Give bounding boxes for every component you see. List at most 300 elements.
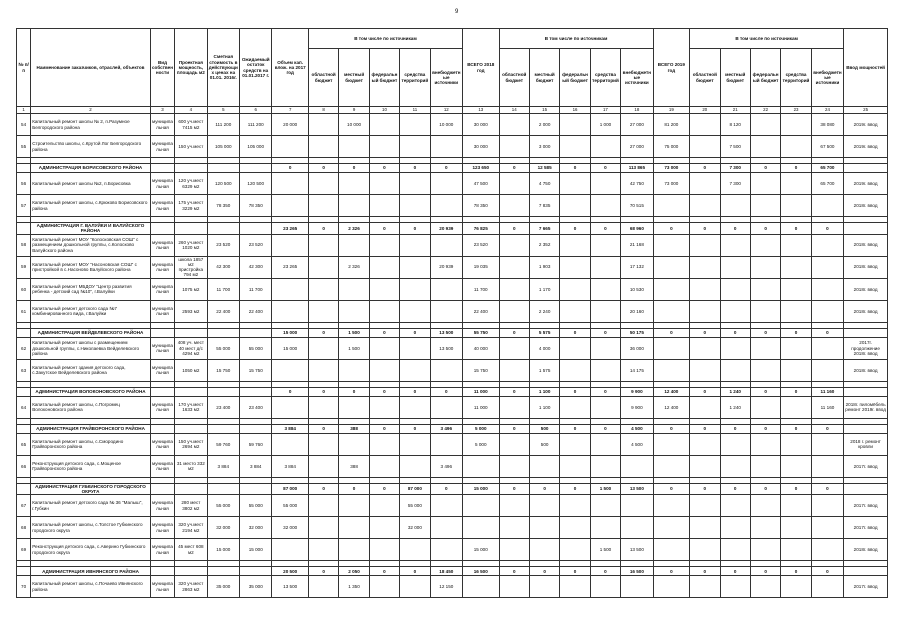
cell-value: 81 200 xyxy=(653,114,689,136)
cell-value xyxy=(811,433,843,455)
cell-value: 0 xyxy=(369,223,399,235)
cell-value xyxy=(272,195,308,217)
cell-value xyxy=(499,337,529,359)
cell-value xyxy=(430,433,462,455)
page-number: 9 xyxy=(455,9,459,15)
cell-value xyxy=(590,359,620,381)
cell-value xyxy=(272,136,308,158)
cell-value: 0 xyxy=(308,328,338,337)
cell-value: 23 265 xyxy=(272,223,308,235)
cell-value: 1 000 xyxy=(590,114,620,136)
cell-value: 408 уч. мест 40 мест д/с 4294 м2 xyxy=(175,337,207,359)
cell-value xyxy=(400,195,430,217)
cell-value: 1 170 xyxy=(529,278,559,300)
cell-value xyxy=(369,195,399,217)
cell-value xyxy=(430,495,462,517)
header-sources-2017: В том числе по источникам xyxy=(308,29,462,49)
header-src-local: местный бюджет xyxy=(529,49,559,107)
cell-value xyxy=(590,455,620,477)
cell-value xyxy=(529,517,559,539)
cell-value xyxy=(150,164,174,173)
cell-value xyxy=(499,359,529,381)
cell-value: 0 xyxy=(560,387,590,396)
cell-value xyxy=(499,495,529,517)
cell-value xyxy=(400,455,430,477)
cell-value: 3 496 xyxy=(430,455,462,477)
cell-value: 23 520 xyxy=(463,234,499,256)
cell-value xyxy=(308,234,338,256)
cell-value xyxy=(272,396,308,418)
cell-value: 10 000 xyxy=(430,114,462,136)
cell-value xyxy=(308,517,338,539)
cell-value: 0 xyxy=(308,483,338,495)
cell-value: 69 xyxy=(17,539,31,561)
cell-value: 0 xyxy=(653,223,689,235)
cell-value: 15 750 xyxy=(207,359,239,381)
cell-value: 0 xyxy=(272,164,308,173)
cell-value: 2017г. ввод xyxy=(844,455,888,477)
cell-value xyxy=(240,223,272,235)
cell-value xyxy=(653,337,689,359)
object-name: Капитальный ремонт школы с размещением дошкольной группы, с.Николаевка Вейделевского района xyxy=(31,337,151,359)
cell-value xyxy=(207,424,239,433)
cell-value xyxy=(240,567,272,576)
cell-value xyxy=(308,256,338,278)
cell-value xyxy=(308,136,338,158)
cell-value xyxy=(811,234,843,256)
cell-value: 4 000 xyxy=(529,337,559,359)
table-body xyxy=(17,107,888,598)
cell-value: 18 450 xyxy=(430,567,462,576)
cell-value: 11 000 xyxy=(463,396,499,418)
cell-value: 4 750 xyxy=(529,173,559,195)
cell-value: 0 xyxy=(811,483,843,495)
column-number: 4 xyxy=(175,107,207,114)
cell-value: 1 240 xyxy=(720,387,750,396)
cell-value: 11 000 xyxy=(463,387,499,396)
cell-value: 62 xyxy=(17,337,31,359)
cell-value: 2018г. ввод xyxy=(844,539,888,561)
column-number: 18 xyxy=(621,107,653,114)
cell-value xyxy=(560,455,590,477)
table-row xyxy=(17,539,888,561)
cell-value: 22 400 xyxy=(240,300,272,322)
cell-value xyxy=(844,328,888,337)
cell-value xyxy=(781,278,811,300)
cell-value: 23 400 xyxy=(207,396,239,418)
cell-value: муниципальная xyxy=(150,234,174,256)
header-src-federal: федеральный бюджет xyxy=(750,49,780,107)
cell-value xyxy=(339,173,369,195)
header-src-federal: федеральный бюджет xyxy=(560,49,590,107)
cell-value: 78 350 xyxy=(207,195,239,217)
cell-value: 54 xyxy=(17,114,31,136)
section-name: АДМИНИСТРАЦИЯ ИВНЯНСКОГО РАЙОНА xyxy=(31,567,151,576)
cell-value: 123 650 xyxy=(463,164,499,173)
cell-value: 59 xyxy=(17,256,31,278)
cell-value: 0 xyxy=(430,387,462,396)
cell-value: 5 000 xyxy=(463,433,499,455)
cell-value xyxy=(781,114,811,136)
cell-value: 15 000 xyxy=(463,539,499,561)
cell-value: 15 000 xyxy=(272,328,308,337)
cell-value xyxy=(499,136,529,158)
cell-value: 55 000 xyxy=(240,337,272,359)
cell-value xyxy=(690,359,720,381)
cell-value: 36 000 xyxy=(621,337,653,359)
cell-value xyxy=(400,359,430,381)
cell-value: 32 000 xyxy=(272,517,308,539)
cell-value xyxy=(560,136,590,158)
cell-value xyxy=(308,455,338,477)
cell-value: 78 350 xyxy=(240,195,272,217)
cell-value xyxy=(781,433,811,455)
cell-value xyxy=(750,359,780,381)
cell-value: 0 xyxy=(720,424,750,433)
column-number: 25 xyxy=(844,107,888,114)
cell-value: 65 700 xyxy=(811,164,843,173)
cell-value: 0 xyxy=(499,387,529,396)
cell-value xyxy=(653,517,689,539)
cell-value xyxy=(690,455,720,477)
cell-value: 10 530 xyxy=(621,278,653,300)
cell-value: 9 900 xyxy=(621,396,653,418)
cell-value: 19 035 xyxy=(463,256,499,278)
cell-value xyxy=(590,396,620,418)
cell-value xyxy=(781,136,811,158)
header-src-local: местный бюджет xyxy=(720,49,750,107)
cell-value xyxy=(781,495,811,517)
cell-value: 0 xyxy=(369,328,399,337)
object-name: Капитальный ремонт школы, с.Толстое Губкинского городского округа xyxy=(31,517,151,539)
cell-value: 7 500 xyxy=(720,136,750,158)
cell-value xyxy=(750,337,780,359)
object-name: Капитальный ремонт МБДОУ "Центр развития ребенка - детский сад №10", г.Валуйки xyxy=(31,278,151,300)
cell-value xyxy=(750,256,780,278)
cell-value xyxy=(499,576,529,598)
object-name: Реконструкция детского сада, с.Аверино Губкинского городского округа xyxy=(31,539,151,561)
object-name: Капитальный ремонт здания детского сада, с.Закутское Вейделевского района xyxy=(31,359,151,381)
cell-value xyxy=(272,300,308,322)
cell-value: муниципальная xyxy=(150,195,174,217)
cell-value xyxy=(781,195,811,217)
cell-value xyxy=(369,173,399,195)
cell-value xyxy=(150,424,174,433)
cell-value xyxy=(339,359,369,381)
cell-value xyxy=(369,256,399,278)
cell-value xyxy=(811,337,843,359)
cell-value xyxy=(590,256,620,278)
object-name: Капитальный ремонт МОУ "Насоновская СОШ" с пристройкой в с.Насоново Валуйского района xyxy=(31,256,151,278)
cell-value xyxy=(150,567,174,576)
cell-value xyxy=(653,234,689,256)
cell-value: 0 xyxy=(781,387,811,396)
cell-value: 66 xyxy=(17,455,31,477)
cell-value: 2018г. пиломёбель ремонт 2019г. ввод xyxy=(844,396,888,418)
cell-value xyxy=(499,433,529,455)
cell-value: 0 xyxy=(308,223,338,235)
cell-value xyxy=(207,164,239,173)
cell-value: 0 xyxy=(690,483,720,495)
cell-value xyxy=(339,539,369,561)
cell-value xyxy=(240,164,272,173)
cell-value xyxy=(781,396,811,418)
object-name: Капитальный ремонт детского сада №7 комбинированного вида, г.Валуйки xyxy=(31,300,151,322)
header-src-local: местный бюджет xyxy=(339,49,369,107)
cell-value: 30 000 xyxy=(463,114,499,136)
cell-value: 2 050 xyxy=(339,567,369,576)
cell-value xyxy=(781,455,811,477)
column-number: 14 xyxy=(499,107,529,114)
cell-value: 0 xyxy=(369,387,399,396)
cell-value xyxy=(781,517,811,539)
cell-value xyxy=(308,278,338,300)
cell-value: 150 уч.мест xyxy=(175,136,207,158)
cell-value xyxy=(750,396,780,418)
cell-value xyxy=(207,483,239,495)
cell-value xyxy=(529,539,559,561)
cell-value xyxy=(690,136,720,158)
object-name: Реконструкция детского сада, с.Мощеное Грайворонского района xyxy=(31,455,151,477)
cell-value xyxy=(750,173,780,195)
column-number: 23 xyxy=(781,107,811,114)
cell-value xyxy=(529,455,559,477)
cell-value: 35 000 xyxy=(240,576,272,598)
cell-value: 40 000 xyxy=(463,337,499,359)
header-commissioning: Ввод мощностей xyxy=(844,29,888,107)
cell-value: 280 мест 3802 м2 xyxy=(175,495,207,517)
cell-value xyxy=(720,495,750,517)
cell-value xyxy=(175,483,207,495)
cell-value: 0 xyxy=(781,223,811,235)
cell-value xyxy=(690,114,720,136)
cell-value: 0 xyxy=(781,164,811,173)
cell-value xyxy=(653,433,689,455)
table-row xyxy=(17,495,888,517)
cell-value: 0 xyxy=(369,483,399,495)
cell-value: муниципальная xyxy=(150,256,174,278)
cell-value xyxy=(430,234,462,256)
cell-value: 2593 м2 xyxy=(175,300,207,322)
cell-value xyxy=(369,136,399,158)
cell-value: 87 000 xyxy=(272,483,308,495)
cell-value xyxy=(499,278,529,300)
cell-value xyxy=(308,433,338,455)
cell-value: 23 265 xyxy=(272,256,308,278)
object-name: Капитальный ремонт школы, с.Крюково Борисовского района xyxy=(31,195,151,217)
cell-value xyxy=(560,576,590,598)
object-name: Капитальный ремонт детского сада № 36 "Малыш", г.Губкин xyxy=(31,495,151,517)
cell-value: муниципальная xyxy=(150,278,174,300)
cell-value xyxy=(690,517,720,539)
section-name: АДМИНИСТРАЦИЯ Г. ВАЛУЙКИ И ВАЛУЙСКОГО РАЙОНА xyxy=(31,223,151,235)
header-volume-2017: Объем кап. влож. на 2017 год xyxy=(272,29,308,107)
cell-value: 2 000 xyxy=(529,114,559,136)
cell-value xyxy=(400,300,430,322)
cell-value: 42 750 xyxy=(621,173,653,195)
cell-value xyxy=(811,256,843,278)
cell-value xyxy=(207,328,239,337)
cell-value: 0 xyxy=(339,387,369,396)
cell-value: 0 xyxy=(308,387,338,396)
cell-value xyxy=(17,483,31,495)
cell-value xyxy=(499,256,529,278)
cell-value xyxy=(308,114,338,136)
cell-value: 0 xyxy=(560,223,590,235)
cell-value xyxy=(369,234,399,256)
column-number: 1 xyxy=(17,107,31,114)
cell-value: 150 уч.мест 2694 м2 xyxy=(175,433,207,455)
cell-value: 105 000 xyxy=(207,136,239,158)
table-row xyxy=(17,195,888,217)
cell-value xyxy=(590,433,620,455)
cell-value: 0 xyxy=(308,567,338,576)
cell-value xyxy=(750,433,780,455)
cell-value xyxy=(811,278,843,300)
cell-value: 12 400 xyxy=(653,387,689,396)
cell-value: 11 700 xyxy=(463,278,499,300)
object-name: Капитальный ремонт школы, с.Почаево Ивнянского района xyxy=(31,576,151,598)
cell-value: 5 575 xyxy=(529,328,559,337)
cell-value: 0 xyxy=(430,164,462,173)
cell-value xyxy=(308,576,338,598)
cell-value xyxy=(750,576,780,598)
cell-value xyxy=(781,359,811,381)
cell-value xyxy=(844,387,888,396)
cell-value: 1 500 xyxy=(590,539,620,561)
cell-value: 1075 м2 xyxy=(175,278,207,300)
cell-value xyxy=(811,576,843,598)
column-number: 11 xyxy=(400,107,430,114)
cell-value: 27 000 xyxy=(621,136,653,158)
cell-value: 2018г. ввод xyxy=(844,300,888,322)
cell-value xyxy=(844,483,888,495)
cell-value: 0 xyxy=(720,328,750,337)
cell-value: 0 xyxy=(750,328,780,337)
object-name: Строительство школы, с.Крутой Лог Белгородского района xyxy=(31,136,151,158)
cell-value xyxy=(560,234,590,256)
column-number: 7 xyxy=(272,107,308,114)
cell-value xyxy=(590,173,620,195)
section-row xyxy=(17,387,888,396)
cell-value xyxy=(750,114,780,136)
cell-value: 0 xyxy=(781,328,811,337)
cell-value xyxy=(590,495,620,517)
cell-value: 3 884 xyxy=(272,455,308,477)
cell-value xyxy=(369,337,399,359)
cell-value: 20 500 xyxy=(272,567,308,576)
cell-value: 0 xyxy=(590,424,620,433)
cell-value xyxy=(690,173,720,195)
cell-value xyxy=(590,195,620,217)
cell-value xyxy=(690,576,720,598)
cell-value xyxy=(308,539,338,561)
cell-value xyxy=(400,256,430,278)
cell-value: 175 уч.мест 3229 м2 xyxy=(175,195,207,217)
cell-value: 2017г. ввод xyxy=(844,495,888,517)
cell-value: 0 xyxy=(560,164,590,173)
column-number: 2 xyxy=(31,107,151,114)
table-row xyxy=(17,359,888,381)
cell-value: 13 500 xyxy=(621,539,653,561)
cell-value: 55 000 xyxy=(240,495,272,517)
cell-value: 0 xyxy=(811,328,843,337)
cell-value xyxy=(781,539,811,561)
cell-value: 56 xyxy=(17,173,31,195)
cell-value xyxy=(811,517,843,539)
cell-value xyxy=(272,359,308,381)
cell-value xyxy=(207,223,239,235)
cell-value: 0 xyxy=(811,567,843,576)
cell-value xyxy=(720,539,750,561)
cell-value xyxy=(560,359,590,381)
cell-value: 111 200 xyxy=(207,114,239,136)
investment-table xyxy=(16,28,888,598)
cell-value: 111 200 xyxy=(240,114,272,136)
cell-value: 57 xyxy=(17,195,31,217)
cell-value: 0 xyxy=(750,164,780,173)
cell-value xyxy=(653,455,689,477)
cell-value xyxy=(499,114,529,136)
cell-value xyxy=(499,300,529,322)
cell-value: 13 500 xyxy=(621,483,653,495)
cell-value xyxy=(653,495,689,517)
cell-value: 0 xyxy=(560,567,590,576)
cell-value xyxy=(560,396,590,418)
cell-value: 32 000 xyxy=(240,517,272,539)
cell-value: 68 xyxy=(17,517,31,539)
cell-value: 2 240 xyxy=(529,300,559,322)
cell-value xyxy=(529,495,559,517)
cell-value xyxy=(560,495,590,517)
cell-value: 35 000 xyxy=(207,576,239,598)
cell-value: 17 132 xyxy=(621,256,653,278)
cell-value xyxy=(430,173,462,195)
cell-value: 0 xyxy=(720,483,750,495)
header-total-2018: ВСЕГО 2018 год xyxy=(463,29,499,107)
cell-value xyxy=(17,567,31,576)
cell-value: 0 xyxy=(750,387,780,396)
cell-value: 0 xyxy=(339,164,369,173)
object-name: Капитальный ремонт школы, с.Смородино Грайворонского района xyxy=(31,433,151,455)
cell-value xyxy=(750,136,780,158)
cell-value: 388 xyxy=(339,424,369,433)
cell-value: 2017г. ввод xyxy=(844,517,888,539)
cell-value xyxy=(430,517,462,539)
cell-value: 0 xyxy=(690,223,720,235)
cell-value xyxy=(499,234,529,256)
cell-value: 67 500 xyxy=(811,136,843,158)
cell-value: муниципальная xyxy=(150,359,174,381)
column-number-row xyxy=(17,107,888,114)
cell-value: 14 175 xyxy=(621,359,653,381)
header-expected: Ожидаемый остаток средств на 01.01.2017 г. xyxy=(240,29,272,107)
cell-value xyxy=(781,173,811,195)
table-row xyxy=(17,455,888,477)
cell-value: 120 500 xyxy=(207,173,239,195)
cell-value xyxy=(590,136,620,158)
cell-value xyxy=(369,455,399,477)
cell-value xyxy=(308,396,338,418)
cell-value: 0 xyxy=(590,223,620,235)
cell-value xyxy=(560,539,590,561)
cell-value: 0 xyxy=(400,567,430,576)
object-name: Капитальный ремонт школы №2, п.Борисовка xyxy=(31,173,151,195)
column-number: 15 xyxy=(529,107,559,114)
section-row xyxy=(17,328,888,337)
cell-value xyxy=(811,359,843,381)
cell-value xyxy=(272,234,308,256)
